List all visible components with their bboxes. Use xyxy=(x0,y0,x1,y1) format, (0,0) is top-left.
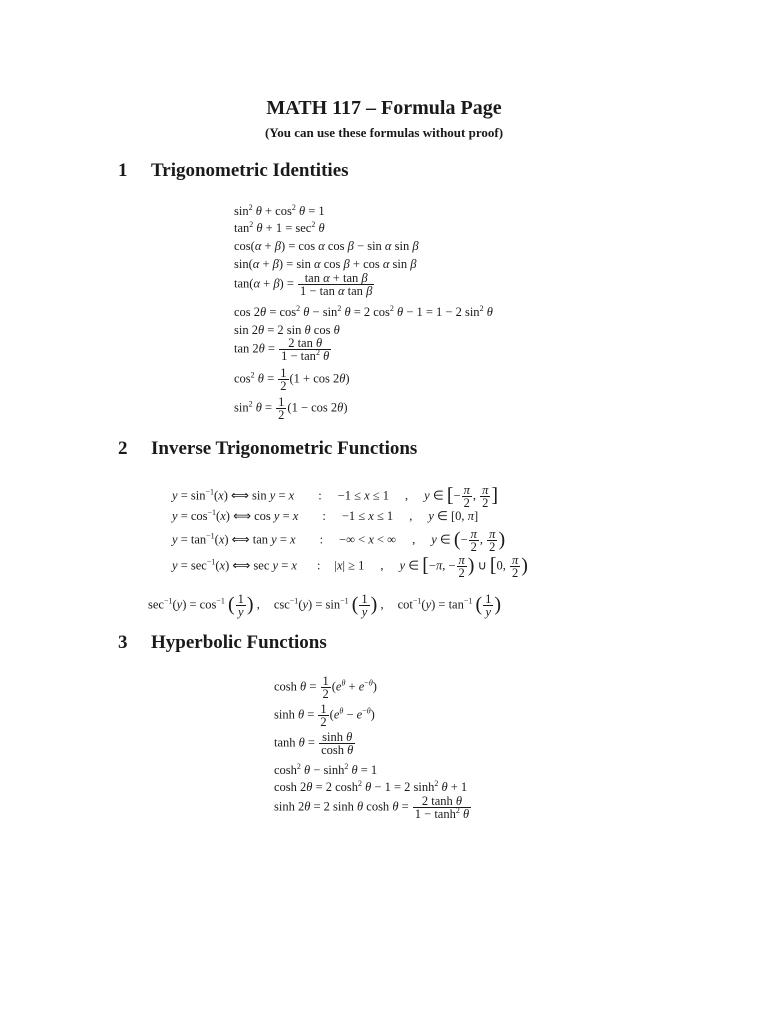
formula: cos(α + β) = cos α cos β − sin α sin β xyxy=(234,239,419,253)
section-number: 3 xyxy=(118,632,128,653)
section-title: Trigonometric Identities xyxy=(151,160,349,181)
section-title: Inverse Trigonometric Functions xyxy=(151,438,418,459)
formula: sinh 2θ = 2 sinh θ cosh θ = $\frac{\text{2 tanh θ}}{1 - \tanh^2 \theta}$ xyxy=(274,794,470,821)
formula: $\sin^2 \theta + \cos^2 \theta = 1$ xyxy=(234,203,325,218)
section-number: 2 xyxy=(118,438,128,459)
formula: $\cosh^2 \theta - \sinh^2 \theta = 1$ xyxy=(274,762,378,777)
formula: $\sin^2 \theta$ = $\frac{1}{2}$ (1 − cos 2θ) xyxy=(234,395,348,422)
formula: $\cos 2\theta = \cos^2 \theta - \sin^2 \theta = 2$ $\cos^2 \theta - 1 = 1 - 2$ $\sin^2 \theta$ xyxy=(234,304,493,319)
formula: cosh θ = $\frac{1}{2}$ $(e^\theta + e^{-\theta})$ xyxy=(274,674,377,701)
section-heading xyxy=(118,160,349,182)
formula: tan 2θ = $\frac{\text{2 tan θ}}{1 - \tan^2 \theta}$ xyxy=(234,336,330,363)
section-number: 1 xyxy=(118,160,128,181)
formula: $y = \sin^{-1}(x)$ ⟺ sin y = x : −1 ≤ x ≤ 1 , y ∈ [− $\frac{\pi}{2}$ , $\frac{\pi}{2}$ ] xyxy=(172,483,499,510)
formula: $\cos^2 \theta$ = $\frac{1}{2}$ (1 + cos 2θ) xyxy=(234,366,350,393)
formula: $y = \tan^{-1}(x)$ ⟺ tan y = x : −∞ < x < ∞ , y ∈ (− $\frac{\pi}{2}$ , $\frac{\pi}{2}$ ) xyxy=(172,527,506,554)
formula: sin(α + β) = sin α cos β + cos α sin β xyxy=(234,257,417,271)
section-heading xyxy=(118,632,327,654)
formula: tan(α + β) = $\frac{\text{tan α + tan β}}{\text{1 − tan α tan β}}$ xyxy=(234,271,373,298)
formula: sin 2θ = 2 sin θ cos θ xyxy=(234,323,340,337)
formula: $\tan^2 \theta + 1 = \sec^2 \theta$ xyxy=(234,220,325,235)
section-heading xyxy=(118,438,417,460)
formula: cosh 2θ = 2 $\cosh^2 \theta - 1 = 2$ $\sinh^2 \theta + 1$ xyxy=(274,779,468,794)
formula: sinh θ = $\frac{1}{2}$ $(e^\theta - e^{-\theta})$ xyxy=(274,702,375,729)
section-title: Hyperbolic Functions xyxy=(151,632,327,653)
page-subtitle: (You can use these formulas without proof) xyxy=(264,125,504,140)
page-title: MATH 117 – Formula Page xyxy=(266,97,502,119)
formula: $y = \sec^{-1}(x)$ ⟺ sec y = x : |x| ≥ 1 , y ∈ [−π, − $\frac{\pi}{2}$ ) ∪ [0, $\frac{\pi}{2}$ ) xyxy=(172,553,528,580)
formula: $y = \cos^{-1}(x)$ ⟺ cos y = x : −1 ≤ x ≤ 1 , y ∈ [0, π] xyxy=(172,508,479,523)
formula: $\sec^{-1}(y) = \cos^{-1}$ ( $\frac{1}{y}$ ) , $\csc^{-1}(y) = \sin^{-1}$ ( $\frac{1}{y}$ ) , $\cot^{-1}(y) = \tan^{-1}$ ( $\frac{1}{y}$ ) xyxy=(148,592,502,619)
formula: tanh θ = $\frac{\text{sinh θ}}{\text{cosh θ}}$ xyxy=(274,730,354,757)
